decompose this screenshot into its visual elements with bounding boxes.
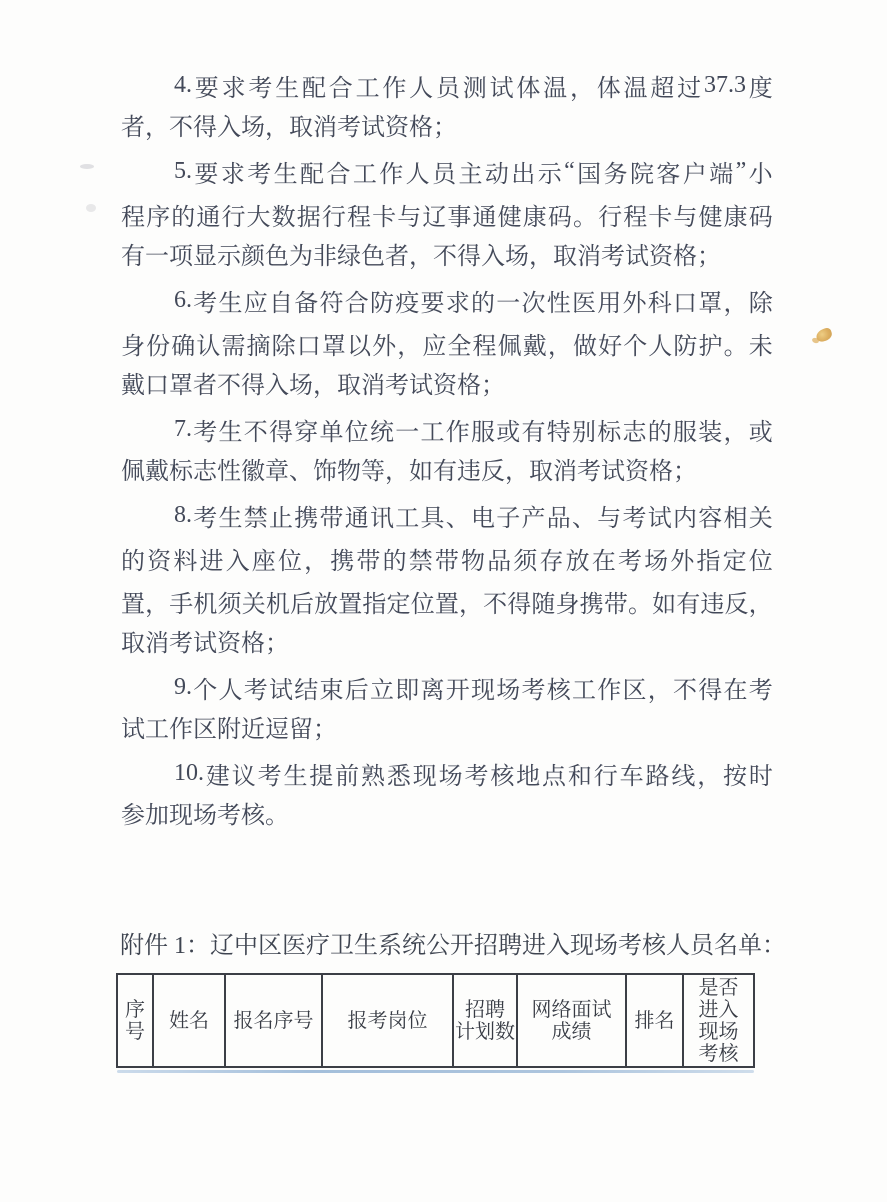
scan-smudge: [80, 164, 94, 169]
text-line: 参加现场考核。: [121, 803, 289, 829]
text-line: 10. 建 议 考 生 提 前 熟 悉 现 场 考 核 地 点 和 行 车 路 线 ， 按 时: [174, 760, 773, 790]
text-line: 试工作区附近逗留；: [121, 717, 337, 743]
header-cell-interview-score: 网络面试 成绩: [518, 975, 627, 1066]
header-cell-name: 姓名: [154, 975, 226, 1066]
header-cell-seq-no: 序 号: [118, 975, 154, 1066]
scan-line-artifact: [117, 1070, 754, 1073]
attachment-title: 附件 1：辽中区医疗卫生系统公开招聘进入现场考核人员名单：: [120, 933, 786, 959]
text-line: 戴口罩者不得入场，取消考试资格；: [121, 373, 505, 399]
roster-table: [116, 973, 755, 1068]
text-line: 7. 考 生 不 得 穿 单 位 统 一 工 作 服 或 有 特 别 标 志 的 服 装 ， 或: [174, 416, 773, 446]
text-line: 6. 考 生 应 自 备 符 合 防 疫 要 求 的 一 次 性 医 用 外 科 口 罩 ， 除: [174, 287, 773, 317]
text-line: 5. 要 求 考 生 配 合 工 作 人 员 主 动 出 示 “ 国 务 院 客 户 端 ” 小: [174, 158, 773, 188]
text-line: 4. 要 求 考 生 配 合 工 作 人 员 测 试 体 温 ， 体 温 超 过 37.3 度: [174, 72, 773, 102]
text-line: 取消考试资格；: [121, 631, 289, 657]
header-cell-rank: 排名: [627, 975, 684, 1066]
text-line: 有一项显示颜色为非绿色者，不得入场，取消考试资格；: [121, 244, 721, 270]
body-text: [121, 64, 773, 838]
text-line: 8. 考 生 禁 止 携 带 通 讯 工 具 、 电 子 产 品 、 与 考 试 内 容 相 关: [174, 502, 773, 532]
text-line: 身 份 确 认 需 摘 除 口 罩 以 外 ， 应 全 程 佩 戴 ， 做 好 个 人 防 护 。 未: [121, 334, 773, 360]
text-line: 佩戴标志性徽章、饰物等，如有违反，取消考试资格；: [121, 459, 697, 485]
header-cell-plan-count: 招聘 计划数: [454, 975, 518, 1066]
header-cell-enter-assessment: 是否 进入 现场 考核: [698, 976, 739, 1065]
scan-smudge: [86, 204, 96, 212]
text-line: 者，不得入场，取消考试资格；: [121, 115, 457, 141]
text-line: 置 ， 手 机 须 关 机 后 放 置 指 定 位 置 ， 不 得 随 身 携 带 。 如 有 违 反 ，: [121, 592, 773, 618]
text-line: 的 资 料 进 入 座 位 ， 携 带 的 禁 带 物 品 须 存 放 在 考 场 外 指 定 位: [121, 549, 773, 575]
text-line: 程 序 的 通 行 大 数 据 行 程 卡 与 辽 事 通 健 康 码 。 行 程 卡 与 健 康 码: [121, 205, 773, 231]
header-cell-application-no: 报名序号: [226, 975, 323, 1066]
text-line: 9. 个 人 考 试 结 束 后 立 即 离 开 现 场 考 核 工 作 区 ， 不 得 在 考: [174, 674, 773, 704]
header-cell-position: 报考岗位: [323, 975, 454, 1066]
